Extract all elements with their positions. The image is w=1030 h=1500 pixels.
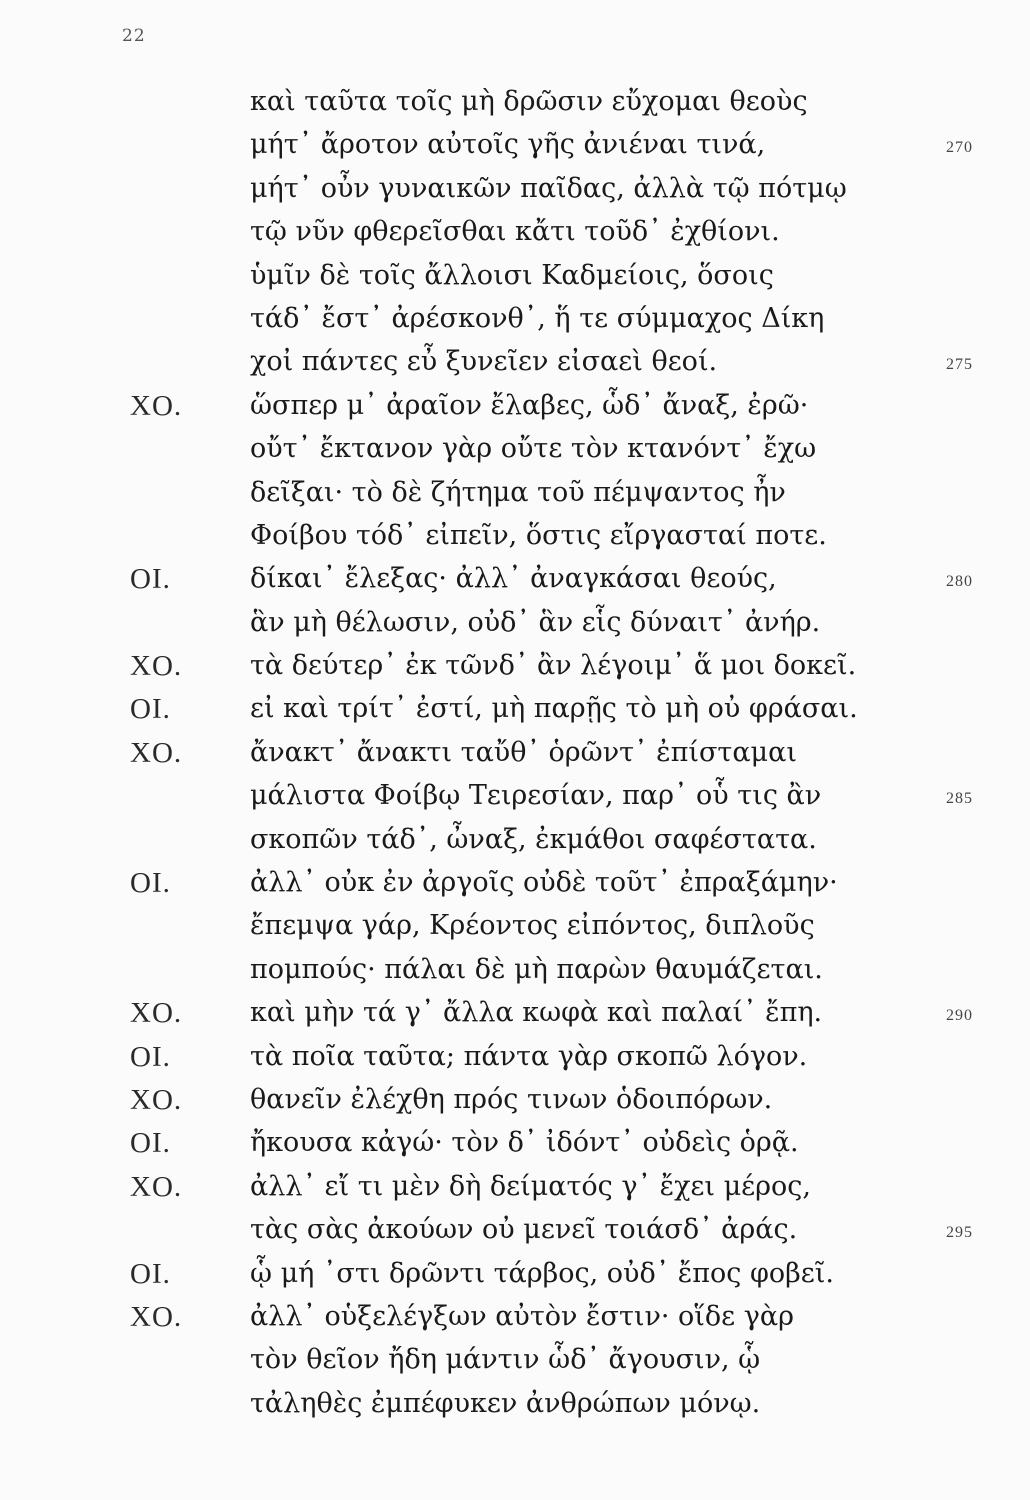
speaker-label: ΧΟ. (130, 1170, 183, 1203)
speaker-label: ΧΟ. (130, 650, 183, 683)
verse-line (0, 735, 1030, 778)
page-number: 22 (122, 26, 146, 46)
line-number: 280 (946, 573, 973, 591)
verse-line (0, 908, 1030, 951)
verse-text: ὑμῖν δὲ τοῖς ἄλλοισι Καδμείοις, ὅσοις (250, 259, 774, 291)
speaker-label: ΧΟ. (130, 1300, 183, 1333)
verse-text: ἀλλ᾽ εἴ τι μὲν δὴ δείματός γ᾽ ἔχει μέρος, (250, 1170, 811, 1202)
verse-line (0, 822, 1030, 865)
verse-text: τὰ ποῖα ταῦτα; πάντα γὰρ σκοπῶ λόγον. (250, 1040, 808, 1072)
verse-text: ᾧ μή ᾽στι δρῶντι τάρβος, οὐδ᾽ ἔπος φοβεῖ. (250, 1257, 834, 1289)
verse-text: τάδ᾽ ἔστ᾽ ἀρέσκονθ᾽, ἥ τε σύμμαχος Δίκη (250, 302, 825, 334)
verse-line (0, 214, 1030, 257)
verse-line (0, 171, 1030, 214)
verse-text: χοἰ πάντες εὖ ξυνεῖεν εἰσαεὶ θεοί. (250, 346, 718, 378)
verse-text: τὰ δεύτερ᾽ ἐκ τῶνδ᾽ ἂν λέγοιμ᾽ ἅ μοι δοκεῖ. (250, 650, 857, 682)
verse-text: τῷ νῦν φθερεῖσθαι κἄτι τοῦδ᾽ ἐχθίονι. (250, 216, 780, 248)
verse-line (0, 995, 1030, 1038)
verse-line (0, 1082, 1030, 1125)
verse-line (0, 952, 1030, 995)
speaker-label: ΟΙ. (130, 867, 171, 900)
speaker-label: ΧΟ. (130, 997, 183, 1030)
verse-text: θανεῖν ἐλέχθη πρός τινων ὁδοιπόρων. (250, 1083, 773, 1115)
verse-text: μήτ᾽ ἄροτον αὐτοῖς γῆς ἀνιέναι τινά, (250, 129, 766, 161)
verse-text: καὶ ταῦτα τοῖς μὴ δρῶσιν εὔχομαι θεοὺς (250, 86, 808, 117)
verse-text: σκοπῶν τάδ᾽, ὦναξ, ἐκμάθοι σαφέστατα. (250, 823, 817, 855)
verse-text: τὰς σὰς ἀκούων οὐ μενεῖ τοιάσδ᾽ ἀράς. (250, 1214, 798, 1246)
verse-line (0, 691, 1030, 734)
speaker-label: ΧΟ. (130, 389, 183, 422)
verse-text: ἀλλ᾽ οὑξελέγξων αὐτὸν ἔστιν· οἵδε γὰρ (250, 1300, 794, 1332)
verse-text: πομπούς· πάλαι δὲ μὴ παρὼν θαυμάζεται. (250, 953, 823, 985)
verse-line (0, 84, 1030, 127)
verse-text: δίκαι᾽ ἔλεξας· ἀλλ᾽ ἀναγκάσαι θεούς, (250, 563, 777, 595)
speaker-label: ΟΙ. (130, 563, 171, 596)
speaker-label: ΟΙ. (130, 1257, 171, 1290)
line-number: 290 (946, 1007, 973, 1025)
line-number: 275 (946, 356, 973, 374)
verse-block (0, 84, 1030, 1429)
speaker-label: ΟΙ. (130, 1127, 171, 1160)
verse-line (0, 127, 1030, 170)
verse-line (0, 1256, 1030, 1299)
verse-line (0, 648, 1030, 691)
verse-line (0, 431, 1030, 474)
verse-line (0, 778, 1030, 821)
verse-line (0, 865, 1030, 908)
verse-text: ὥσπερ μ᾽ ἀραῖον ἔλαβες, ὧδ᾽ ἄναξ, ἐρῶ· (250, 389, 809, 421)
verse-text: ἤκουσα κἀγώ· τὸν δ᾽ ἰδόντ᾽ οὐδεὶς ὁρᾷ. (250, 1127, 799, 1159)
verse-line (0, 1125, 1030, 1168)
verse-line (0, 1386, 1030, 1429)
verse-text: Φοίβου τόδ᾽ εἰπεῖν, ὅστις εἴργασταί ποτε. (250, 519, 827, 551)
verse-text: μήτ᾽ οὖν γυναικῶν παῖδας, ἀλλὰ τῷ πότμῳ (250, 172, 847, 204)
verse-line (0, 388, 1030, 431)
line-number: 270 (946, 139, 973, 157)
verse-line (0, 1169, 1030, 1212)
verse-line (0, 1212, 1030, 1255)
verse-line (0, 1299, 1030, 1342)
verse-text: μάλιστα Φοίβῳ Τειρεσίαν, παρ᾽ οὗ τις ἂν (250, 780, 822, 812)
verse-text: τὸν θεῖον ἤδη μάντιν ὧδ᾽ ἄγουσιν, ᾧ (250, 1344, 761, 1376)
verse-text: καὶ μὴν τά γ᾽ ἄλλα κωφὰ καὶ παλαί᾽ ἔπη. (250, 997, 823, 1029)
line-number: 285 (946, 790, 973, 808)
speaker-label: ΧΟ. (130, 736, 183, 769)
speaker-label: ΟΙ. (130, 1040, 171, 1073)
verse-line (0, 475, 1030, 518)
verse-line (0, 561, 1030, 604)
verse-line (0, 1342, 1030, 1385)
verse-line (0, 1039, 1030, 1082)
verse-text: οὔτ᾽ ἔκτανον γὰρ οὔτε τὸν κτανόντ᾽ ἔχω (250, 433, 817, 465)
verse-text: ἀλλ᾽ οὐκ ἐν ἀργοῖς οὐδὲ τοῦτ᾽ ἐπραξάμην· (250, 867, 838, 899)
line-number: 295 (946, 1224, 973, 1242)
verse-line (0, 605, 1030, 648)
verse-text: δεῖξαι· τὸ δὲ ζήτημα τοῦ πέμψαντος ἦν (250, 476, 786, 508)
verse-text: εἰ καὶ τρίτ᾽ ἐστί, μὴ παρῇς τὸ μὴ οὐ φράσαι. (250, 693, 858, 725)
verse-line (0, 344, 1030, 387)
verse-text: ἃν μὴ θέλωσιν, οὐδ᾽ ἃν εἷς δύναιτ᾽ ἀνήρ. (250, 606, 821, 638)
speaker-label: ΟΙ. (130, 693, 171, 726)
verse-text: τἀληθὲς ἐμπέφυκεν ἀνθρώπων μόνῳ. (250, 1387, 761, 1419)
verse-line (0, 301, 1030, 344)
verse-line (0, 518, 1030, 561)
verse-text: ἄνακτ᾽ ἄνακτι ταὔθ᾽ ὁρῶντ᾽ ἐπίσταμαι (250, 736, 797, 768)
verse-line (0, 258, 1030, 301)
speaker-label: ΧΟ. (130, 1083, 183, 1116)
verse-text: ἔπεμψα γάρ, Κρέοντος εἰπόντος, διπλοῦς (250, 910, 815, 942)
